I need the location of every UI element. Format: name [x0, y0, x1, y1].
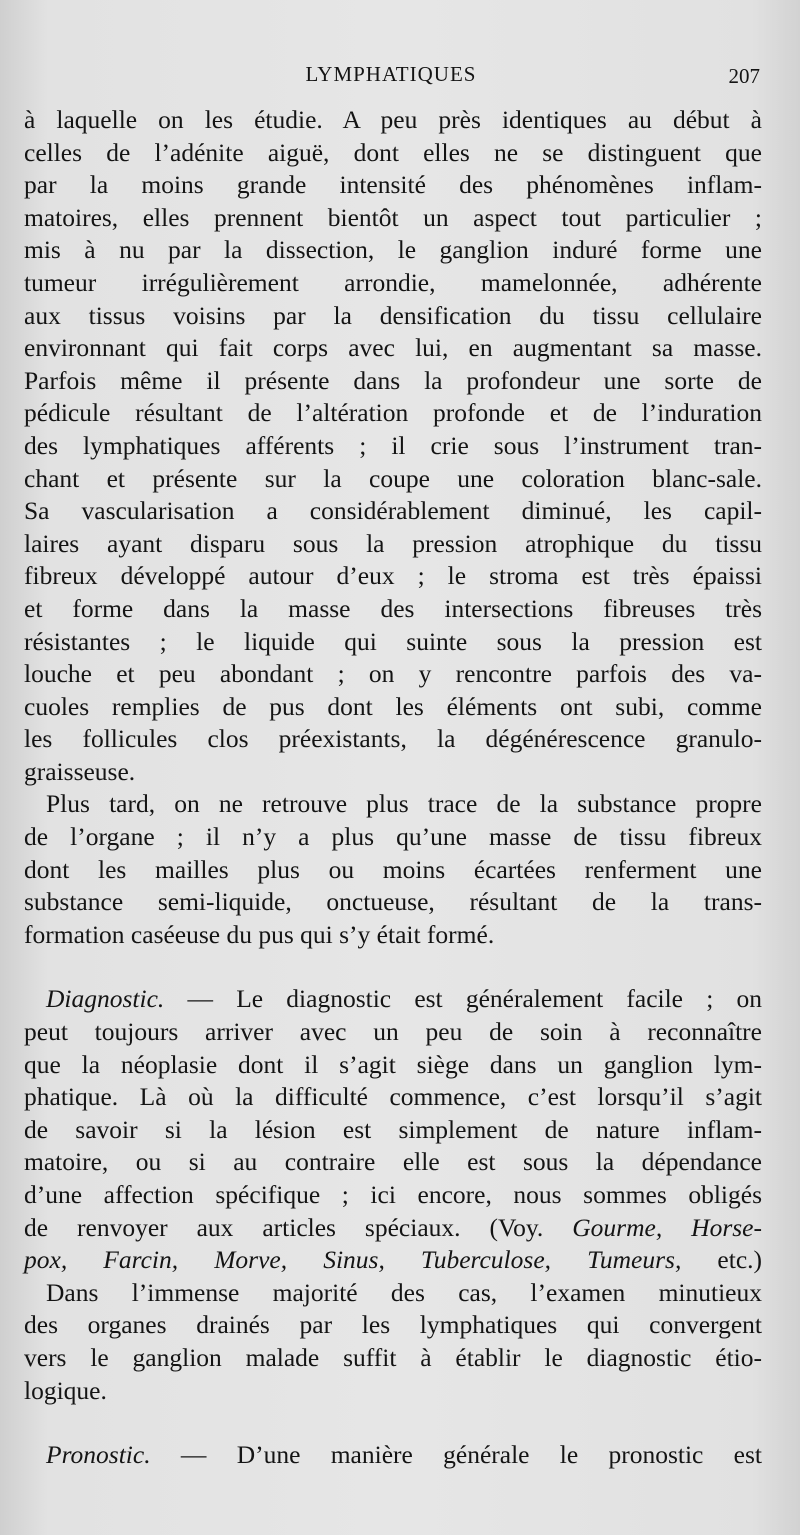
text-line: celles de l’adénite aiguë, dont elles ne se distinguent que	[24, 137, 762, 167]
text-line: chant et présente sur la coupe une coloration blanc-sale.	[24, 463, 762, 493]
text-line: de l’organe ; il n’y a plus qu’une masse de tissu fibreux	[24, 822, 762, 852]
text-line: laires ayant disparu sous la pression atrophique du tissu	[24, 528, 762, 558]
text-line: pédicule résultant de l’altération profonde et de l’induration	[24, 398, 762, 428]
text-line: matoires, elles prennent bientôt un aspect tout particulier ;	[24, 202, 762, 232]
section-heading-pronostic: Pronostic.	[46, 1440, 151, 1470]
text-line: graisseuse.	[24, 756, 136, 786]
text-line: peut toujours arriver avec un peu de soin à reconnaître	[24, 1017, 762, 1047]
text-line: Parfois même il présente dans la profondeur une sorte de	[24, 365, 762, 395]
paragraph-adenite-chronique	[24, 104, 762, 788]
text-line: de savoir si la lésion est simplement de nature inflam-	[24, 1114, 762, 1144]
text-line: louche et peu abondant ; on y rencontre parfois des va-	[24, 659, 762, 689]
text-line: des organes drainés par les lymphatiques qui convergent	[24, 1310, 762, 1340]
section-gap	[24, 951, 762, 983]
text-line: des lymphatiques afférents ; il crie sous l’instrument tran-	[24, 430, 762, 460]
text-line: substance semi-liquide, onctueuse, résultant de la trans-	[24, 887, 762, 917]
text-line: que la néoplasie dont il s’agit siège dans un ganglion lym-	[24, 1049, 762, 1079]
text-line: mis à nu par la dissection, le ganglion induré forme une	[24, 235, 762, 265]
text-line: Pronostic. — D’une manière générale le pronostic est	[46, 1440, 762, 1470]
text-line: matoire, ou si au contraire elle est sous la dépendance	[24, 1147, 762, 1177]
section-diagnostic	[24, 983, 762, 1407]
body-text	[24, 104, 762, 1472]
section-pronostic	[24, 1439, 762, 1472]
text-line: fibreux développé autour d’eux ; le stroma est très épaissi	[24, 561, 762, 591]
text-line: dont les mailles plus ou moins écartées renferment une	[24, 854, 762, 884]
text-line: et forme dans la masse des intersections fibreuses très	[24, 593, 762, 623]
section-gap	[24, 1407, 762, 1439]
text-line: résistantes ; le liquide qui suinte sous la pression est	[24, 626, 762, 656]
running-title: LYMPHATIQUES	[305, 62, 477, 86]
cross-reference: Gourme, Horse-	[572, 1212, 762, 1242]
text-line: vers le ganglion malade suffit à établir le diagnostic étio-	[24, 1342, 762, 1372]
text-line: les follicules clos préexistants, la dégénérescence granulo-	[24, 724, 762, 754]
text-line: Sa vascularisation a considérablement diminué, les capil-	[24, 496, 762, 526]
text-line: environnant qui fait corps avec lui, en augmentant sa masse.	[24, 333, 762, 363]
text-line: par la moins grande intensité des phénomènes inflam-	[24, 170, 762, 200]
cross-reference: pox, Farcin, Morve, Sinus, Tuberculose, Tumeurs,	[24, 1245, 682, 1275]
text-line: pox, Farcin, Morve, Sinus, Tuberculose, Tumeurs, etc.)	[24, 1245, 762, 1275]
text-line: Dans l’immense majorité des cas, l’examen minutieux	[46, 1277, 762, 1307]
text-line: cuoles remplies de pus dont les éléments ont subi, comme	[24, 691, 762, 721]
text-line: de renvoyer aux articles spéciaux. (Voy. Gourme, Horse-	[24, 1212, 762, 1242]
paragraph-plus-tard	[24, 788, 762, 951]
text-line: d’une affection spécifique ; ici encore, nous sommes obligés	[24, 1180, 762, 1209]
text-line: formation caséeuse du pus qui s’y était formé.	[24, 919, 495, 949]
text-line: aux tissus voisins par la densification du tissu cellulaire	[24, 300, 762, 330]
text-line: Diagnostic. — Le diagnostic est généralement facile ; on	[46, 984, 762, 1014]
text-line: logique.	[24, 1375, 107, 1405]
page-number: 207	[728, 64, 760, 88]
running-head	[22, 62, 760, 98]
text-line: phatique. Là où la difficulté commence, c’est lorsqu’il s’agit	[24, 1082, 762, 1112]
section-heading-diagnostic: Diagnostic.	[46, 984, 165, 1014]
text-line: Plus tard, on ne retrouve plus trace de la substance propre	[46, 789, 762, 819]
text-line: à laquelle on les étudie. A peu près identiques au début à	[24, 105, 762, 134]
text-line: tumeur irrégulièrement arrondie, mamelonnée, adhérente	[24, 267, 762, 297]
